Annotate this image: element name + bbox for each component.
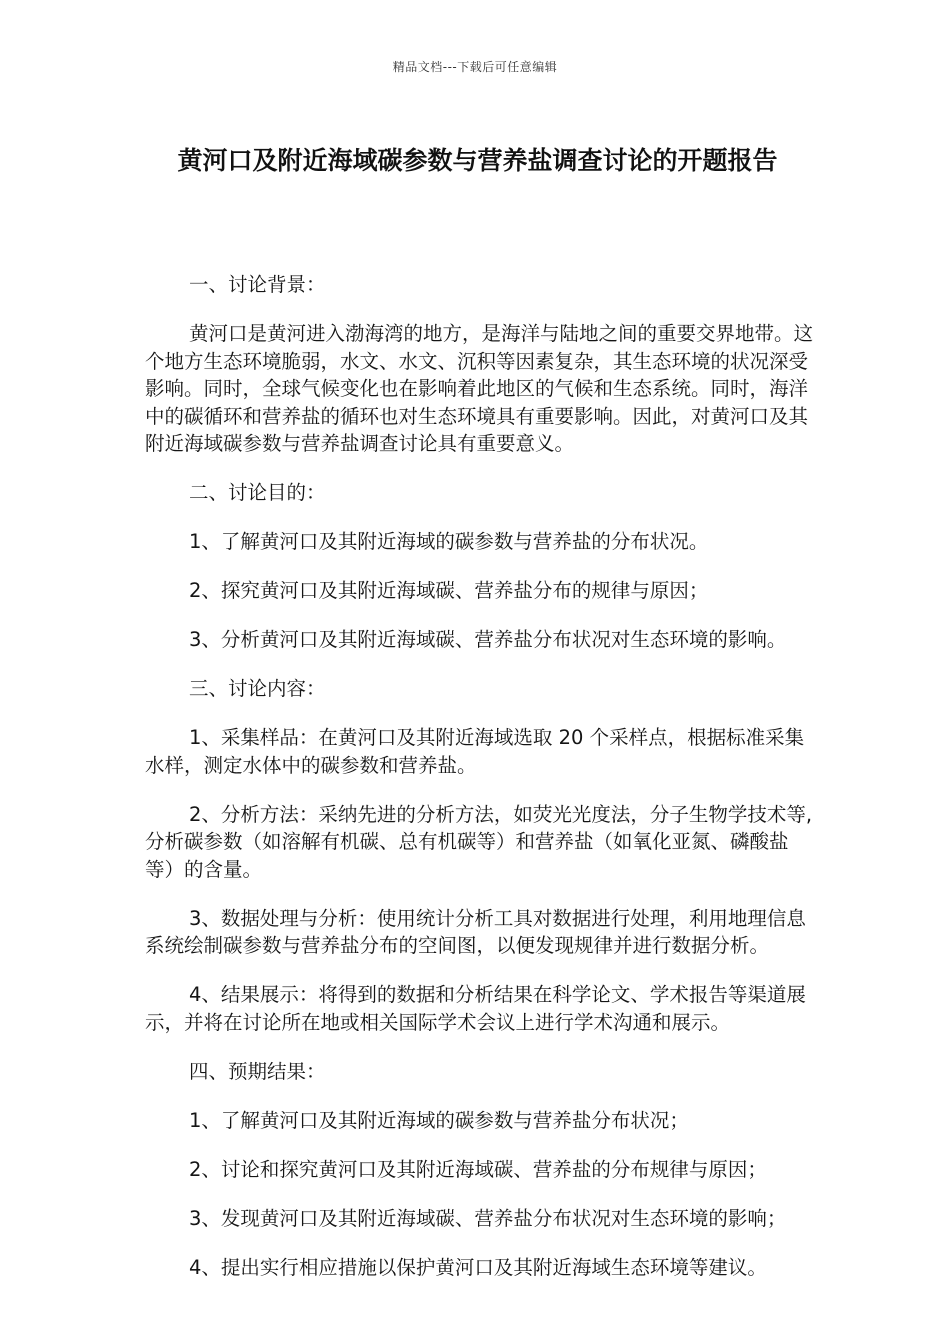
background-paragraph: 黄河口是黄河进入渤海湾的地方，是海洋与陆地之间的重要交界地带。这个地方生态环境脆弱，水文、水文、沉积等因素复杂，其生态环境的状况深受影响。同时，全球气候变化也在影响着此地区的气候和生态系统。同时，海洋中的碳循环和营养盐的循环也对生态环境具有重要影响。因此，对黄河口及其附近海域碳参数与营养盐调查讨论具有重要意义。 (145, 322, 814, 455)
objective-item: 1、了解黄河口及其附近海域的碳参数与营养盐的分布状况。 (189, 530, 709, 553)
section-heading-objectives: 二、讨论目的： (189, 481, 326, 504)
content-item: 4、结果展示：将得到的数据和分析结果在科学论文、学术报告等渠道展示，并将在讨论所在地或相关国际学术会议上进行学术沟通和展示。 (145, 983, 806, 1034)
content-item: 1、采集样品：在黄河口及其附近海域选取 20 个采样点，根据标准采集水样，测定水体中的碳参数和营养盐。 (145, 726, 805, 777)
document-title: 黄河口及附近海域碳参数与营养盐调查讨论的开题报告 (177, 146, 778, 175)
objective-item: 2、探究黄河口及其附近海域碳、营养盐分布的规律与原因； (189, 579, 709, 602)
section-heading-content: 三、讨论内容： (189, 677, 326, 700)
expected-result-item: 4、提出实行相应措施以保护黄河口及其附近海域生态环境等建议。 (189, 1255, 767, 1279)
document-body (145, 271, 813, 1303)
header-note: 精品文档---下载后可任意编辑 (392, 60, 558, 74)
section-heading-expected-results: 四、预期结果： (189, 1059, 326, 1083)
expected-result-item: 3、发现黄河口及其附近海域碳、营养盐分布状况对生态环境的影响； (189, 1206, 787, 1230)
objective-item: 3、分析黄河口及其附近海域碳、营养盐分布状况对生态环境的影响。 (189, 628, 787, 651)
section-heading-background: 一、讨论背景： (189, 273, 326, 296)
expected-result-item: 2、讨论和探究黄河口及其附近海域碳、营养盐的分布规律与原因； (189, 1157, 767, 1181)
expected-result-item: 1、了解黄河口及其附近海域的碳参数与营养盐分布状况； (189, 1108, 689, 1132)
content-item: 3、数据处理与分析：使用统计分析工具对数据进行处理，利用地理信息系统绘制碳参数与营养盐分布的空间图，以便发现规律并进行数据分析。 (145, 906, 806, 957)
content-item: 2、分析方法：采纳先进的分析方法，如荧光光度法，分子生物学技术等,分析碳参数（如溶解有机碳、总有机碳等）和营养盐（如氧化亚氮、磷酸盐等）的含量。 (145, 802, 813, 881)
